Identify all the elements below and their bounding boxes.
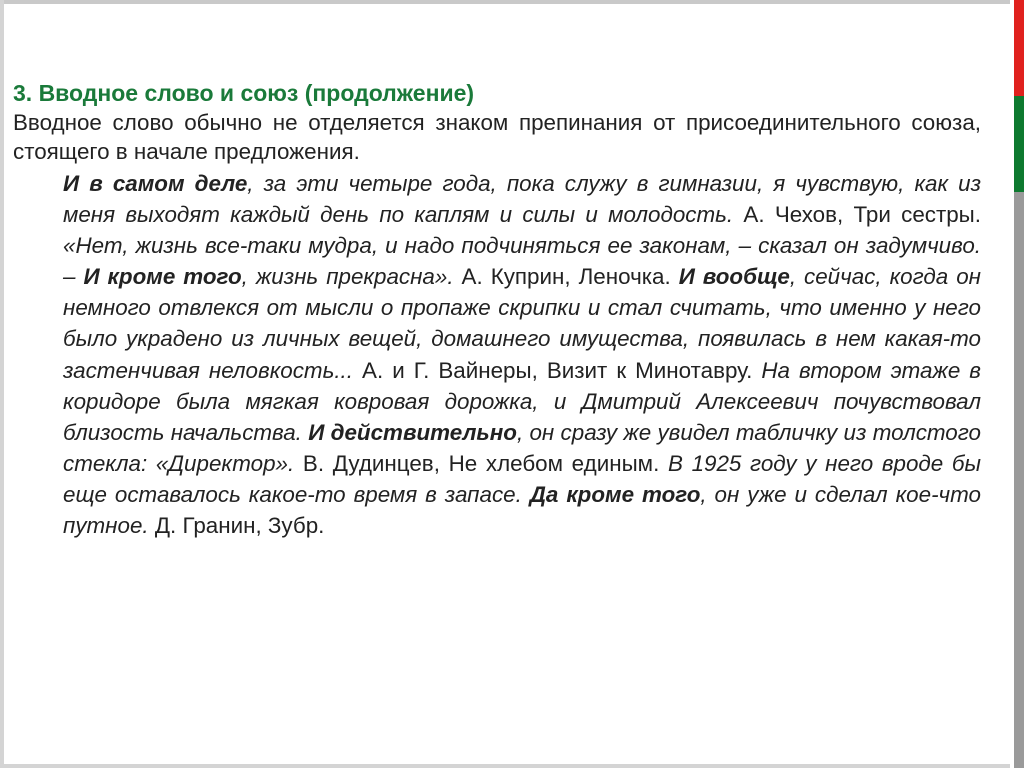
slide-frame-left (0, 0, 4, 768)
slide-content (13, 78, 981, 541)
example-keyword: И действительно (308, 419, 517, 445)
example-keyword: Да кроме того (529, 481, 701, 507)
slide-frame-top (0, 0, 1010, 4)
example-quote: На втором этаже в коридоре была мягкая ковровая дорожка, и Дмитрий Алексеевич почувствовал близость начальства. (63, 357, 981, 445)
example-keyword-wrap (308, 420, 517, 445)
example-keyword: И кроме того (83, 264, 242, 290)
example-source: А. и Г. Вайнеры, Визит к Минотавру. (353, 357, 762, 383)
slide-title: 3. Вводное слово и союз (продолжение) (13, 80, 475, 106)
accent-bar (1014, 0, 1024, 768)
example-quote: В 1925 году у него вроде бы еще оставалось какое-то время в запасе. (63, 450, 982, 507)
intro-paragraph: Вводное слово обычно не отделяется знаком препинания от присоединительного союза, стоящего в начале предложения. (13, 110, 981, 164)
example-quote: , жизнь прекрасна». (241, 264, 454, 290)
slide-frame-bottom (0, 764, 1010, 768)
example-keyword: И вообще (678, 264, 790, 290)
example-keyword-wrap (530, 482, 701, 507)
accent-bar-green (1014, 96, 1024, 192)
example-source: А. Куприн, Леночка. (453, 264, 679, 290)
example-keyword: И в самом деле (63, 171, 248, 196)
example-source: А. Чехов, Три сестры. (733, 202, 981, 228)
example-quote: , он уже и сделал кое-что путное. (63, 481, 981, 539)
accent-bar-red (1014, 0, 1024, 96)
example-keyword-wrap (679, 264, 790, 289)
example-source: Д. Гранин, Зубр. (148, 513, 325, 539)
example-source: В. Дудинцев, Не хлебом единым. (294, 450, 668, 476)
example-quote: , он сразу же увидел табличку из толстого стекла: «Директор». (63, 419, 981, 476)
example-quote: , сейчас, когда он немного отвлекся от мысли о пропаже скрипки и стал считать, что именно у него было украдено из личных вещей, домашнего имущества, появилась в нем какая-то застенчивая неловкость... (63, 264, 981, 383)
example-quote: «Нет, жизнь все-таки мудра, и надо подчиняться ее законам, – сказал он задумчиво. – (63, 233, 981, 290)
example-quote: , за эти четыре года, пока служу в гимназии, я чувствую, как из меня выходят каждый день по каплям и силы и молодость. (63, 171, 982, 228)
examples-paragraph (63, 168, 981, 541)
accent-bar-gray (1014, 192, 1024, 768)
example-keyword-wrap (63, 171, 247, 196)
example-keyword-wrap (83, 264, 241, 289)
